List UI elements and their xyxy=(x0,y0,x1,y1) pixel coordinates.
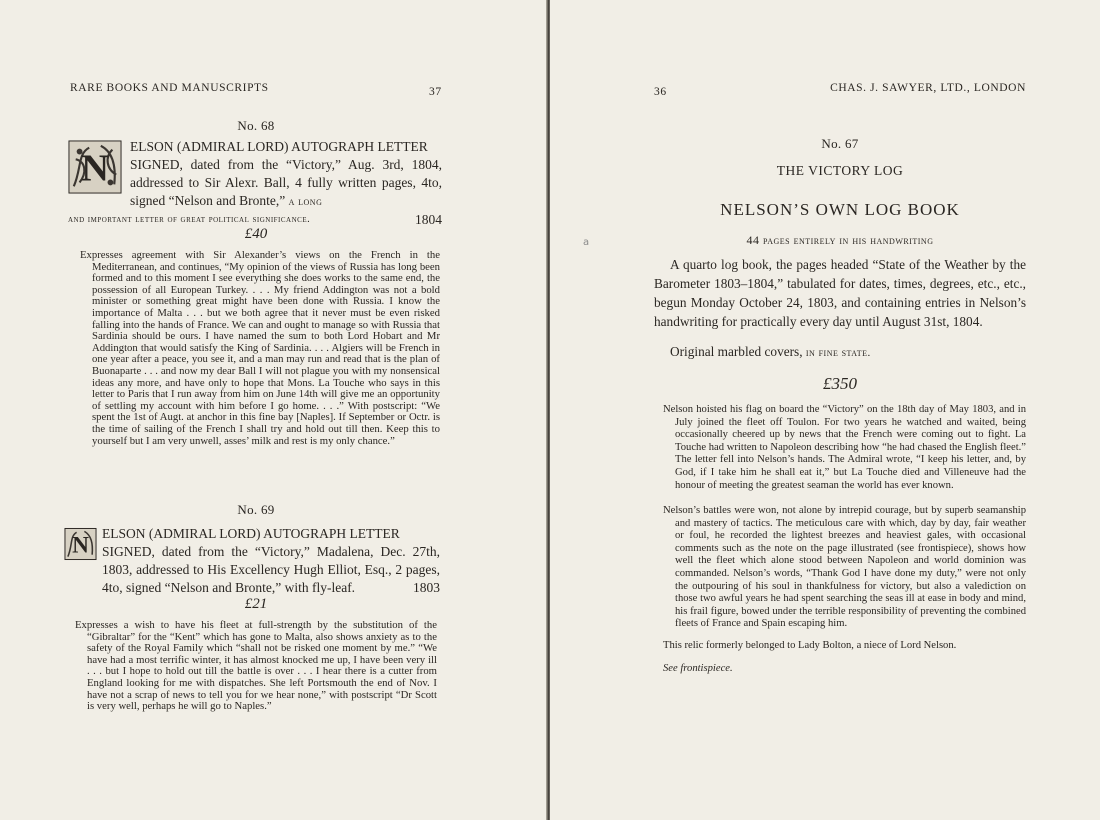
lot-67-covers xyxy=(670,342,1026,363)
lot-67-covers-text: Original marbled covers, xyxy=(670,344,803,359)
lot-67-title: NELSON’S OWN LOG BOOK xyxy=(720,200,960,219)
right-page xyxy=(550,0,1100,820)
lot-68-title-first: ELSON (ADMIRAL LORD) AUTOGRAPH LETTER xyxy=(130,139,428,154)
lot-68-year: 1804 xyxy=(415,212,442,227)
lot-67-price: £350 xyxy=(823,374,857,393)
lot-67-paragraph-1-text: Nelson hoisted his flag on board the “Victory” on the 18th day of May 1803, and in July joined the fleet off Toulon. For two years he watched and waited, being occasionally cheered up by news that the French were coming out to fight. La Touche had written to Napoleon describing how “he had chased the English fleet.” The letter fell into Nelson’s hands. The Admiral wrote, “I keep his letter, and, by God, if I take him he shall eat it,” but La Touche died and Villeneuve had the honour of meeting the greatest seaman the world has ever known. xyxy=(663,404,1026,491)
dropcap-letter: N xyxy=(81,147,109,190)
lot-69-price: £21 xyxy=(244,596,268,612)
lot-68-smallcaps-b: and important letter of great political significance. xyxy=(68,214,311,225)
lot-69-year: 1803 xyxy=(413,580,440,595)
page-number: 36 xyxy=(654,86,667,98)
lot-69-title-first: ELSON (ADMIRAL LORD) AUTOGRAPH LETTER xyxy=(102,526,400,541)
lot-69-heading xyxy=(64,525,440,597)
running-head: CHAS. J. SAWYER, LTD., LONDON xyxy=(830,82,1026,94)
lot-68-heading xyxy=(68,138,442,229)
running-head: RARE BOOKS AND MANUSCRIPTS xyxy=(70,82,269,94)
lot-number-69: No. 69 xyxy=(237,502,275,517)
lot-67-covers-condition: in fine state. xyxy=(805,347,871,359)
lot-68-price: £40 xyxy=(244,226,268,242)
ornamental-initial-n-small-icon xyxy=(64,527,97,560)
lot-69-description xyxy=(75,620,437,713)
lot-68-title xyxy=(68,156,442,211)
lot-69-description-text: Expresses a wish to have his fleet at full-strength by the substitution of the “Gibraltar” for the “Kent” which has gone to Malta, also shows anxiety as to the safety of the Royal Family which “shall not be risked one moment by me.” “We have had a most terrific winter, it has almost knocked me up, I have been very ill . . . but I hope to hold out till the battle is over . . . I hear there is a cutter from England looking for me with dispatches. She left Portsmouth the end of Nov. I have not a scrap of news to tell you for we hear none,” with postscript “Dr Scott is very well, perhaps he will go to Naples.” xyxy=(75,619,437,713)
lot-67-paragraph-1 xyxy=(663,404,1026,492)
lot-68-title-text: SIGNED, dated from the “Victory,” Aug. 3rd, 1804, addressed to Sir Alexr. Ball, 4 fully written pages, 4to, signed “Nelson and Bronte,” xyxy=(130,157,442,208)
lot-68-description-text: Expresses agreement with Sir Alexander’s views on the French in the Mediterranean, and continues, “My opinion of the views of Russia has long been formed and to this moment I see everything she does works to the same end, the possession of all European Turkey. . . . My friend Addington was not a bold minister or something great might have been done with Russia. I know the importance of Malta . . . but we both agree that it never must be even risked falling into the hands of France. We can and ought to manage so with Russia that Sardinia should be ours. I have named the sum to both Lord Hobart and Mr Addington that would satisfy the King of Sardinia. . . . Algiers will be French in one year after a peace, you see it, and a man may run and read that is the plan of Buonaparte . . . and now my dear Ball I will not plague you with my nonsensical ideas any more, and have only to hope that Mons. La Touche who says in this letter to Paris that I run away from him on June 14th will give me an opportunity of settling my account with him before I go home. . . .” With postscript: “We spent the 1st of Augt. at anchor in this fine bay [Naples]. If September or Octr. is the time of sailing of the French I shall try and hold out till then. Keep this to yourself but I am very unwell, asses’ milk and rest is my only chance.” xyxy=(80,249,440,447)
lot-67-provenance: This relic formerly belonged to Lady Bolton, a niece of Lord Nelson. xyxy=(663,640,957,651)
lot-number-67: No. 67 xyxy=(821,136,859,151)
dropcap-letter-small: N xyxy=(72,532,89,559)
lot-number-68: No. 68 xyxy=(237,118,275,133)
pencil-mark: a xyxy=(583,237,590,248)
page-number: 37 xyxy=(429,86,442,98)
lot-67-see-frontispiece: See frontispiece. xyxy=(663,663,733,674)
lot-69-title: SIGNED, dated from the “Victory,” Madalena, Dec. 27th, 1803, addressed to His Excellency Hugh Elliot, Esq., 2 pages, 4to, signed “Nelson and Bronte,” with fly-leaf. xyxy=(102,544,440,595)
lot-67-pages-note: 44 pages entirely in his handwriting xyxy=(746,233,934,247)
left-page xyxy=(0,0,548,820)
lot-67-subtitle: THE VICTORY LOG xyxy=(776,163,904,178)
lot-67-lead: A quarto log book, the pages headed “State of the Weather by the Barometer 1803–1804,” tabulated for dates, times, degrees, etc., etc., begun Monday October 24, 1803, and containing entries in Nelson’s handwriting for practically every day until August 31st, 1804. xyxy=(654,257,1026,329)
lot-67-paragraph-2 xyxy=(663,505,1026,631)
lot-68-description xyxy=(80,250,440,447)
lot-67-paragraph-2-text: Nelson’s battles were won, not alone by intrepid courage, but by superb seamanship and mastery of tactics. The meticulous care with which, day by day, fair weather or foul, he recorded the lightest breezes and heaviest gales, with occasional comments such as the note on the page illustrated (see frontispiece), shows how well the fleet which alone stood between Napoleon and world dominion was commanded. Nelson’s words, “Thank God I have done my duty,” were not only the outpouring of his soul in thankfulness for victory, but also a valediction on those two awful years he had spent searching the seas ill at ease in body and mind, his frail figure, bowed under the terrible responsibility of preventing the combined fleets of France and Spain escaping him. xyxy=(663,505,1026,630)
lot-68-smallcaps-a: a long xyxy=(288,196,323,208)
ornamental-initial-n-icon xyxy=(68,140,122,194)
